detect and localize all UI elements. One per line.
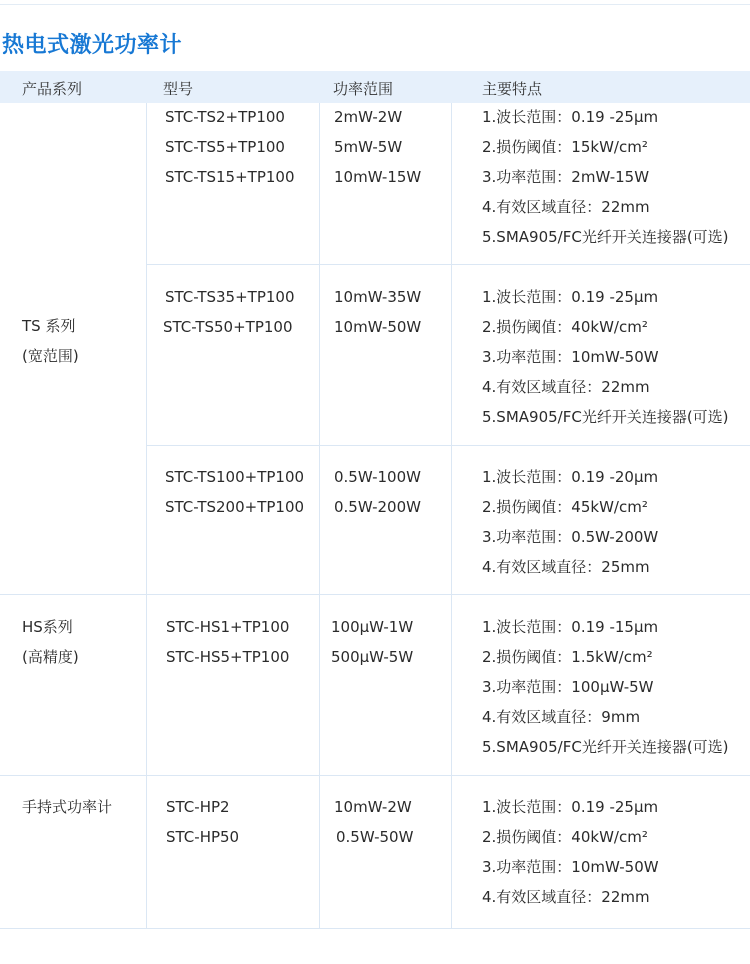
header-model: 型号 <box>163 80 194 98</box>
range-cell: 10mW-35W <box>334 288 422 306</box>
feature-item: 1.波长范围：0.19 -25μm <box>482 108 659 126</box>
column-divider <box>146 595 147 775</box>
series-name <box>22 792 112 822</box>
model-cell: STC-HS1+TP100 <box>166 618 290 636</box>
model-cell: STC-TS100+TP100 <box>165 468 305 486</box>
feature-item: 4.有效区域直径：25mm <box>482 558 650 576</box>
feature-item: 4.有效区域直径：22mm <box>482 198 650 216</box>
column-divider <box>451 776 452 928</box>
series-name <box>22 311 79 371</box>
feature-item: 1.波长范围：0.19 -25μm <box>482 288 659 306</box>
feature-item: 3.功率范围：0.5W-200W <box>482 528 659 546</box>
range-cell: 100μW-1W <box>331 618 414 636</box>
model-cell: STC-TS15+TP100 <box>165 168 295 186</box>
series-label: 手持式功率计 <box>22 798 113 816</box>
page-title: 热电式激光功率计 <box>2 33 183 58</box>
series-group-handheld <box>0 776 750 928</box>
feature-item: 3.功率范围：100μW-5W <box>482 678 654 696</box>
feature-item: 4.有效区域直径：22mm <box>482 378 650 396</box>
column-divider <box>146 103 147 594</box>
series-group-hs <box>0 595 750 775</box>
column-divider <box>451 595 452 775</box>
range-cell: 10mW-2W <box>334 798 412 816</box>
column-divider <box>319 595 320 775</box>
header-features: 主要特点 <box>482 80 543 98</box>
table-header <box>0 71 750 103</box>
feature-item: 4.有效区域直径：22mm <box>482 888 650 906</box>
feature-item: 2.损伤阈值：40kW/cm² <box>482 828 648 846</box>
model-cell: STC-HP2 <box>166 798 230 816</box>
range-cell: 0.5W-100W <box>334 468 421 486</box>
block-divider <box>146 264 750 265</box>
feature-item: 2.损伤阈值：40kW/cm² <box>482 318 648 336</box>
column-divider <box>451 103 452 594</box>
series-sublabel: (高精度) <box>22 648 79 666</box>
header-power-range: 功率范围 <box>333 80 394 98</box>
series-group-ts <box>0 103 750 594</box>
block-divider <box>146 445 750 446</box>
model-cell: STC-HS5+TP100 <box>166 648 290 666</box>
range-cell: 2mW-2W <box>334 108 403 126</box>
series-sublabel: (宽范围) <box>22 347 79 365</box>
series-label: HS系列 <box>22 618 73 636</box>
column-divider <box>319 103 320 594</box>
top-divider <box>0 4 750 5</box>
model-cell: STC-TS200+TP100 <box>165 498 305 516</box>
column-divider <box>319 776 320 928</box>
feature-item: 2.损伤阈值：1.5kW/cm² <box>482 648 653 666</box>
feature-item: 2.损伤阈值：15kW/cm² <box>482 138 648 156</box>
feature-item: 3.功率范围：10mW-50W <box>482 858 659 876</box>
feature-item: 4.有效区域直径：9mm <box>482 708 641 726</box>
feature-item: 1.波长范围：0.19 -15μm <box>482 618 659 636</box>
model-cell: STC-HP50 <box>166 828 240 846</box>
range-cell: 500μW-5W <box>331 648 414 666</box>
range-cell: 10mW-15W <box>334 168 422 186</box>
header-series: 产品系列 <box>22 80 83 98</box>
model-cell: STC-TS2+TP100 <box>165 108 285 126</box>
series-label: TS 系列 <box>22 317 76 335</box>
feature-item: 3.功率范围：2mW-15W <box>482 168 650 186</box>
range-cell: 5mW-5W <box>334 138 403 156</box>
feature-item: 5.SMA905/FC光纤开关连接器(可选) <box>482 228 729 246</box>
series-name <box>22 612 79 672</box>
feature-item: 3.功率范围：10mW-50W <box>482 348 659 366</box>
feature-item: 5.SMA905/FC光纤开关连接器(可选) <box>482 738 729 756</box>
range-cell: 0.5W-50W <box>336 828 414 846</box>
column-divider <box>146 776 147 928</box>
table-bottom-border <box>0 928 750 929</box>
model-cell: STC-TS50+TP100 <box>163 318 293 336</box>
range-cell: 10mW-50W <box>334 318 422 336</box>
feature-item: 1.波长范围：0.19 -20μm <box>482 468 659 486</box>
model-cell: STC-TS35+TP100 <box>165 288 295 306</box>
feature-item: 1.波长范围：0.19 -25μm <box>482 798 659 816</box>
feature-item: 2.损伤阈值：45kW/cm² <box>482 498 648 516</box>
range-cell: 0.5W-200W <box>334 498 421 516</box>
model-cell: STC-TS5+TP100 <box>165 138 285 156</box>
feature-item: 5.SMA905/FC光纤开关连接器(可选) <box>482 408 729 426</box>
